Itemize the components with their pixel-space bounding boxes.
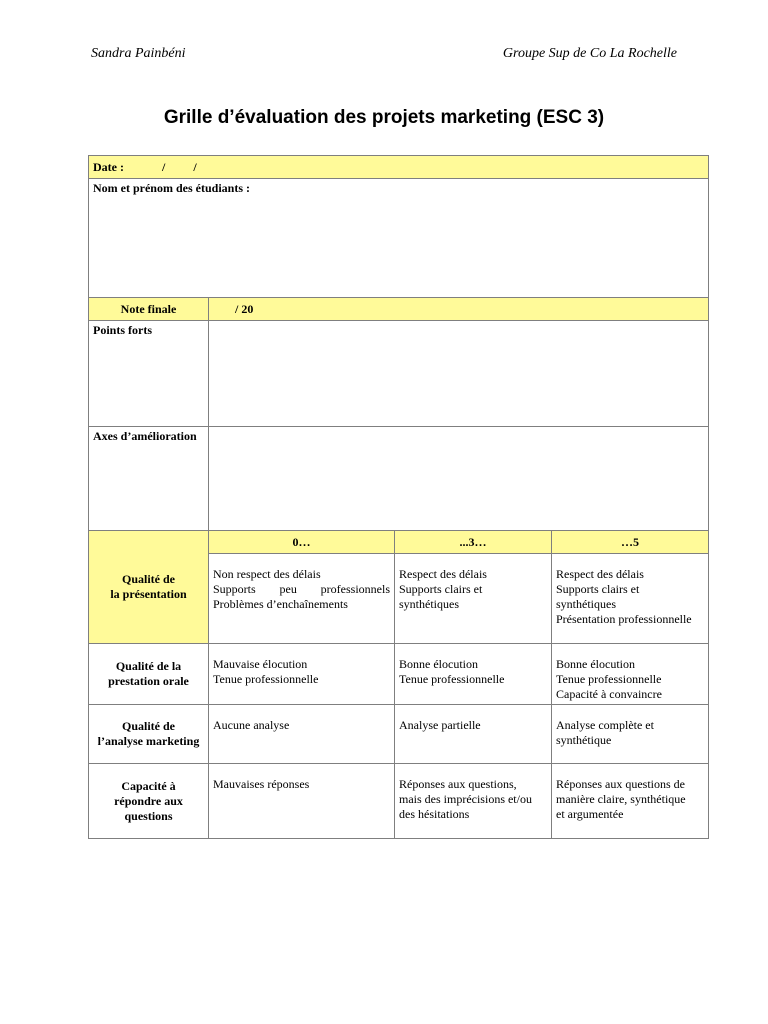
- students-row: [89, 179, 709, 298]
- improvements-field[interactable]: [209, 427, 709, 531]
- level-cell[interactable]: Mauvaise élocution Tenue professionnelle: [209, 644, 395, 705]
- final-grade-row: [89, 298, 709, 321]
- level-cell[interactable]: Mauvaises réponses: [209, 764, 395, 839]
- level-cell[interactable]: Bonne élocution Tenue professionnelle Capacité à convaincre: [552, 644, 709, 705]
- date-separator: /: [161, 159, 166, 174]
- date-separator: /: [193, 159, 197, 174]
- scale-level-0: 0…: [209, 531, 395, 554]
- header-author: Sandra Painbéni: [91, 46, 186, 61]
- criterion-row: [89, 764, 709, 839]
- final-grade-label: Note finale: [89, 298, 209, 321]
- level-cell[interactable]: Analyse partielle: [395, 705, 552, 764]
- header-school: Groupe Sup de Co La Rochelle: [502, 46, 677, 61]
- improvements-label: Axes d’amélioration: [89, 427, 209, 531]
- level-cell[interactable]: Aucune analyse: [209, 705, 395, 764]
- scale-level-3: ...3…: [395, 531, 552, 554]
- date-label: Date :: [93, 159, 124, 174]
- page-title: Grille d’évaluation des projets marketing (ESC 3): [163, 107, 605, 128]
- final-grade-value: / 20: [235, 301, 254, 316]
- level-cell[interactable]: Respect des délais Supports clairs et synthétiques Présentation professionnelle: [552, 554, 709, 644]
- date-row: [89, 156, 709, 179]
- students-label: Nom et prénom des étudiants :: [93, 181, 250, 195]
- final-grade-field[interactable]: [209, 298, 709, 321]
- scale-header-row: [89, 531, 709, 554]
- criterion-label: Qualité de l’analyse marketing: [89, 705, 209, 764]
- criterion-row: [89, 705, 709, 764]
- improvements-row: [89, 427, 709, 531]
- evaluation-grid: [88, 155, 709, 839]
- scale-level-5: …5: [552, 531, 709, 554]
- criterion-label: Qualité de la prestation orale: [89, 644, 209, 705]
- criterion-row: [89, 644, 709, 705]
- level-cell[interactable]: Non respect des délais Supports peu professionnels Problèmes d’enchaînements: [209, 554, 395, 644]
- students-field[interactable]: [89, 179, 709, 298]
- criterion-label: Capacité à répondre aux questions: [89, 764, 209, 839]
- level-cell[interactable]: Respect des délais Supports clairs et synthétiques: [395, 554, 552, 644]
- strengths-field[interactable]: [209, 321, 709, 427]
- level-cell[interactable]: Bonne élocution Tenue professionnelle: [395, 644, 552, 705]
- strengths-label: Points forts: [89, 321, 209, 427]
- level-cell[interactable]: Réponses aux questions de manière claire, synthétique et argumentée: [552, 764, 709, 839]
- level-cell[interactable]: Analyse complète et synthétique: [552, 705, 709, 764]
- strengths-row: [89, 321, 709, 427]
- level-cell[interactable]: Réponses aux questions, mais des imprécisions et/ou des hésitations: [395, 764, 552, 839]
- date-field[interactable]: [89, 156, 709, 179]
- criterion-label: Qualité de la présentation: [89, 531, 209, 644]
